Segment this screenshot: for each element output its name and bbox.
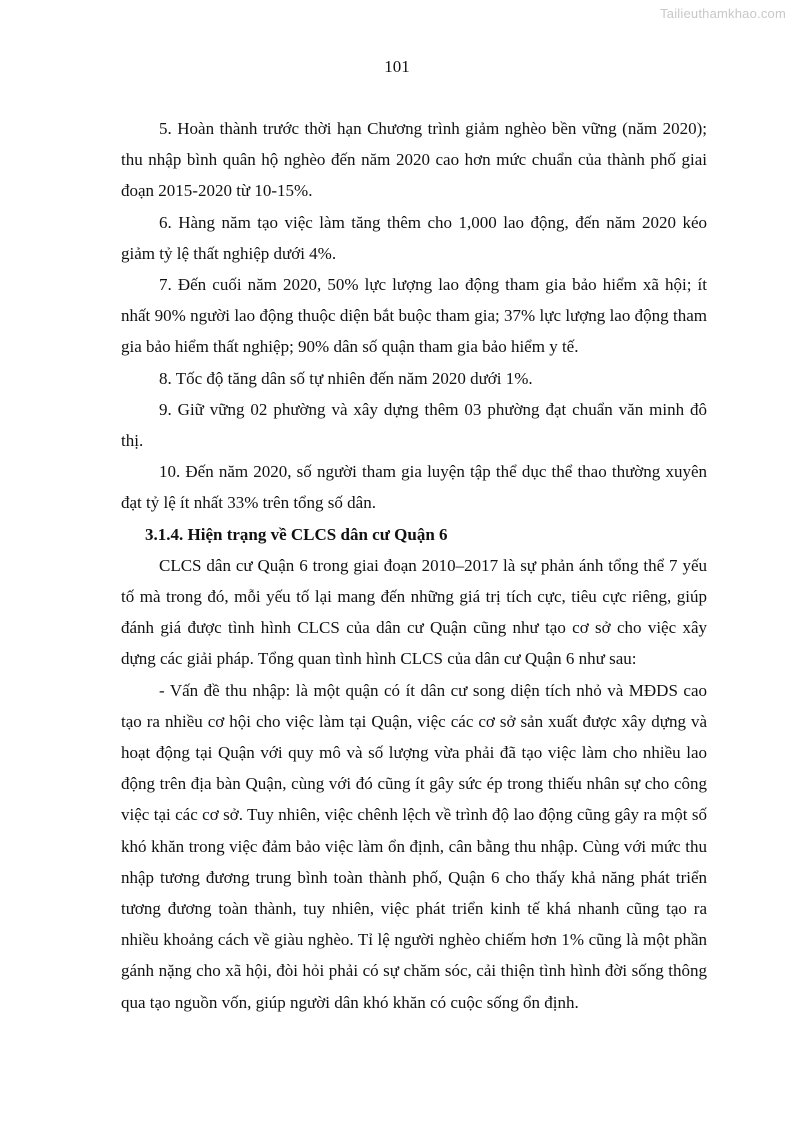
list-item-7: 7. Đến cuối năm 2020, 50% lực lượng lao động tham gia bảo hiểm xã hội; ít nhất 90% người lao động thuộc diện bắt buộc tham gia; 37% lực lượng lao động tham gia bảo hiểm thất nghiệp; 90% dân số quận tham gia bảo hiểm y tế. [121, 275, 707, 357]
page-number: 101 [384, 57, 410, 76]
list-item-9: 9. Giữ vững 02 phường và xây dựng thêm 03 phường đạt chuẩn văn minh đô thị. [121, 399, 707, 451]
list-item-10: 10. Đến năm 2020, số người tham gia luyện tập thể dục thể thao thường xuyên đạt tỷ lệ ít nhất 33% trên tổng số dân. [121, 462, 707, 513]
document-body [121, 113, 707, 1018]
list-item-8: 8. Tốc độ tăng dân số tự nhiên đến năm 2020 dưới 1%. [159, 368, 533, 388]
list-item-6: 6. Hàng năm tạo việc làm tăng thêm cho 1,000 lao động, đến năm 2020 kéo giảm tỷ lệ thất nghiệp dưới 4%. [121, 212, 707, 263]
income-paragraph: - Vấn đề thu nhập: là một quận có ít dân cư song diện tích nhỏ và MĐDS cao tạo ra nhiều cơ hội cho việc làm tại Quận, việc các cơ sở sản xuất được xây dựng và hoạt động tại Quận với quy mô và số lượng vừa phải đã tạo việc làm cho nhiều lao động trên địa bàn Quận, cùng với đó cũng ít gây sức ép trong thiếu nhân sự cho công việc tại các cơ sở. Tuy nhiên, việc chênh lệch về trình độ lao động cũng gây ra một số khó khăn trong việc đảm bảo việc làm ổn định, cân bằng thu nhập. Cùng với mức thu nhập tương đương trung bình toàn thành phố, Quận 6 cho thấy khả năng phát triển tương đương toàn thành, tuy nhiên, việc phát triển kinh tế khá nhanh cũng tạo ra nhiều khoảng cách về giàu nghèo. Tỉ lệ người nghèo chiếm hơn 1% cũng là một phần gánh nặng cho xã hội, đòi hỏi phải có sự chăm sóc, cải thiện tình hình đời sống thông qua tạo nguồn vốn, giúp người dân khó khăn có cuộc sống ổn định. [121, 680, 707, 1012]
watermark: Tailieuthamkhao.com [660, 6, 786, 21]
intro-paragraph: CLCS dân cư Quận 6 trong giai đoạn 2010–2017 là sự phản ánh tổng thể 7 yếu tố mà trong đó, mỗi yếu tố lại mang đến những giá trị tích cực, tiêu cực riêng, giúp đánh giá được tình hình CLCS của dân cư Quận cũng như tạo cơ sở cho việc xây dựng các giải pháp. Tổng quan tình hình CLCS của dân cư Quận 6 như sau: [121, 555, 707, 669]
list-item-5: 5. Hoàn thành trước thời hạn Chương trình giảm nghèo bền vững (năm 2020); thu nhập bình quân hộ nghèo đến năm 2020 cao hơn mức chuẩn của thành phố giai đoạn 2015-2020 từ 10-15%. [121, 119, 707, 201]
section-heading: 3.1.4. Hiện trạng về CLCS dân cư Quận 6 [145, 524, 448, 544]
